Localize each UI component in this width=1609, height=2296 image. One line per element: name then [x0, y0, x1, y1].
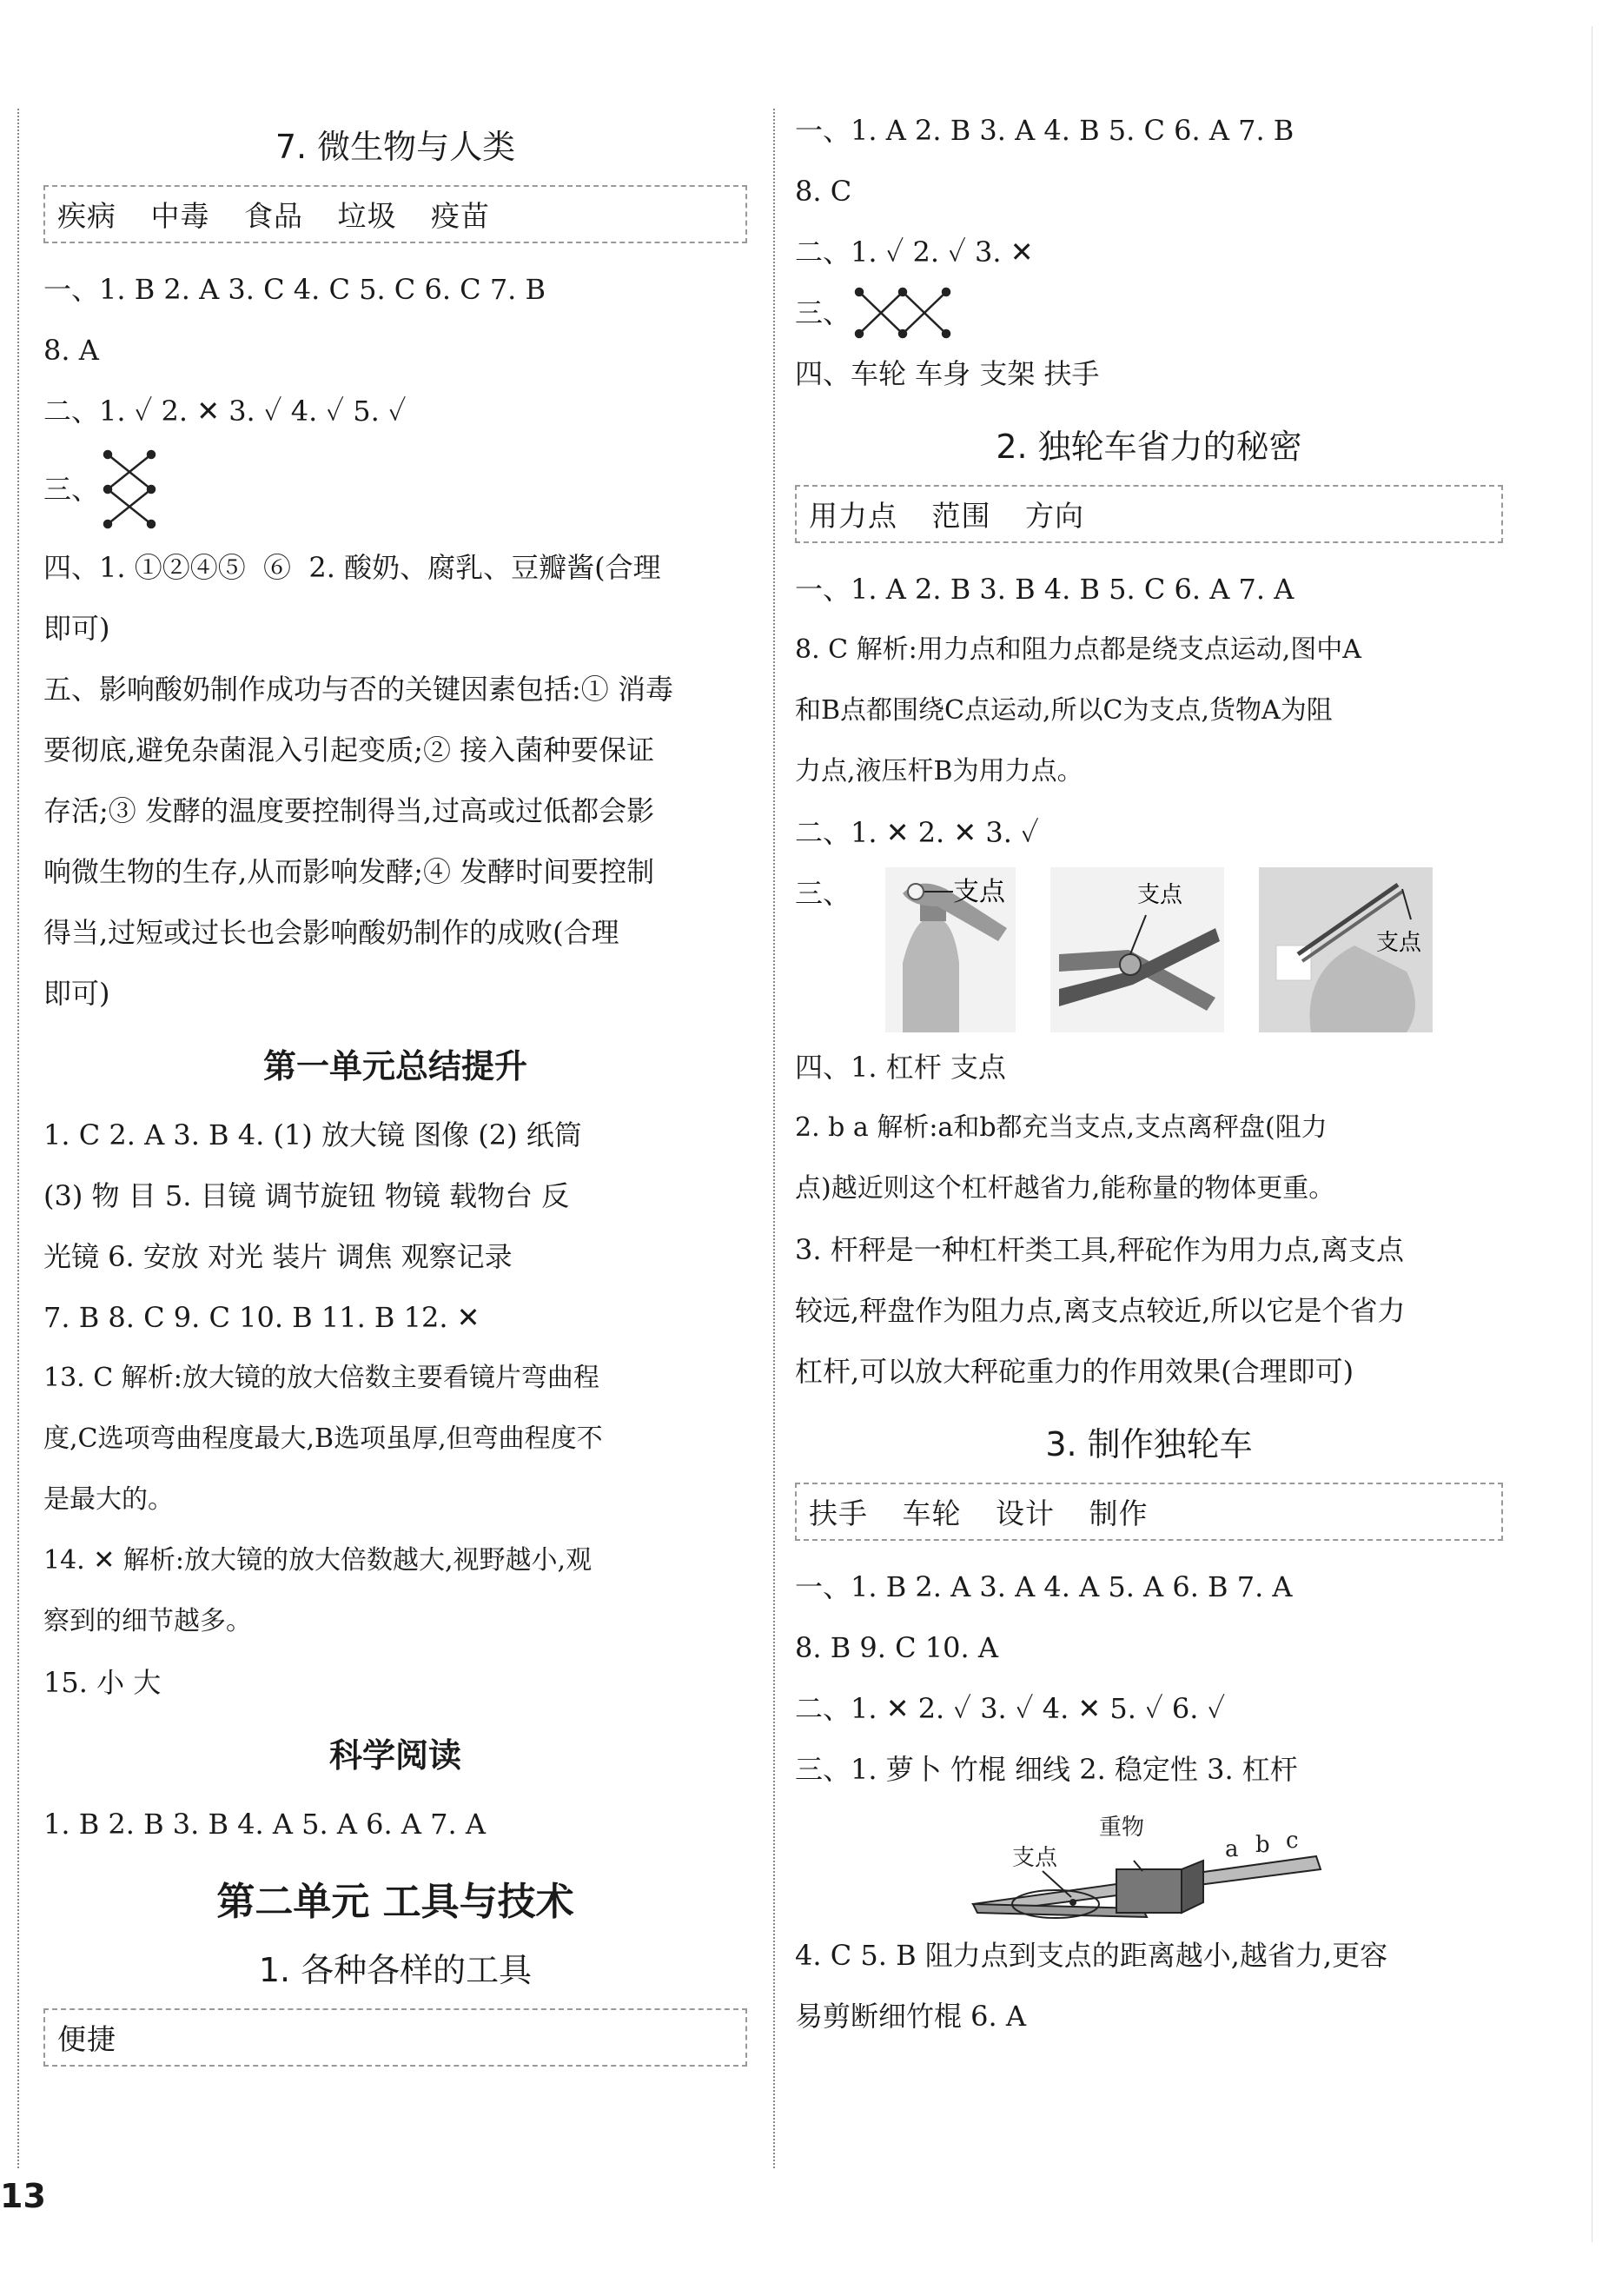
section-title: 1. 各种各样的工具 [258, 1951, 533, 1989]
answer-line: 2. b a 解析:a和b都充当支点,支点离秤盘(阻力 [795, 1112, 1328, 1143]
section-title: 科学阅读 [328, 1735, 461, 1775]
weight-label: 重物 [1099, 1815, 1145, 1841]
left-column [43, 104, 747, 2082]
section-title: 7. 微生物与人类 [275, 128, 516, 166]
answer-line: 二、1. ✓ 2. ✓ 3. ✕ [795, 236, 1034, 269]
right-column [795, 100, 1503, 2047]
answer-line: 即可) [43, 977, 110, 1010]
answer-line: 13. C 解析:放大镜的放大倍数主要看镜片弯曲程 [43, 1363, 599, 1393]
answer-line: 一、1. B 2. A 3. A 4. A 5. A 6. B 7. A [795, 1570, 1293, 1603]
answer-line: 3. 杆秤是一种杠杆类工具,秤砣作为用力点,离支点 [795, 1233, 1405, 1266]
answer-line: 三、 [43, 473, 100, 506]
answer-line: 三、1. 萝卜 竹棍 细线 2. 稳定性 3. 杠杆 [795, 1753, 1298, 1786]
answer-line: 14. ✕ 解析:放大镜的放大倍数越大,视野越小,观 [43, 1545, 593, 1576]
answer-line: 7. B 8. C 9. C 10. B 11. B 12. ✕ [43, 1301, 480, 1334]
keyword-box: 用力点 范围 方向 [795, 485, 1503, 543]
column-divider [773, 109, 775, 2168]
keyword-box: 扶手 车轮 设计 制作 [795, 1483, 1503, 1541]
answer-line: 杠杆,可以放大秤砣重力的作用效果(合理即可) [795, 1355, 1354, 1388]
lever-cart-diagram [795, 1800, 1503, 1921]
answer-line: 光镜 6. 安放 对光 装片 调焦 观察记录 [43, 1240, 513, 1273]
answer-line: 二、1. ✕ 2. ✓ 3. ✓ 4. ✕ 5. ✓ 6. ✓ [795, 1692, 1226, 1725]
tweezers-figure [1259, 867, 1433, 1032]
answer-line: 存活;③ 发酵的温度要控制得当,过高或过低都会影 [43, 794, 655, 827]
answer-line: 8. C 解析:用力点和阻力点都是绕支点运动,图中A [795, 634, 1361, 665]
answer-line: 二、1. ✕ 2. ✕ 3. ✓ [795, 816, 1039, 849]
answer-line: 8. C [795, 175, 852, 208]
pliers-figure [1050, 867, 1224, 1032]
point-a-label: a [1225, 1836, 1239, 1862]
keyword-box: 疾病 中毒 食品 垃圾 疫苗 [43, 185, 747, 243]
answer-line: 三、 [795, 877, 851, 910]
answer-line: 1. B 2. B 3. B 4. A 5. A 6. A 7. A [43, 1808, 486, 1841]
answer-line: 二、1. ✓ 2. ✕ 3. ✓ 4. ✓ 5. ✓ [43, 395, 407, 428]
answer-line: 度,C选项弯曲程度最大,B选项虽厚,但弯曲程度不 [43, 1423, 603, 1454]
answer-line: 是最大的。 [43, 1484, 174, 1515]
matching-lines-figure [99, 446, 160, 533]
answer-line: 8. B 9. C 10. A [795, 1631, 998, 1664]
answer-line: 四、车轮 车身 支架 扶手 [795, 357, 1100, 390]
answer-line: 15. 小 大 [43, 1666, 162, 1699]
fulcrum-label: 支点 [953, 877, 1006, 907]
answer-line: 即可) [43, 612, 110, 645]
section-title: 第一单元总结提升 [262, 1046, 527, 1085]
answer-line: 四、1. 杠杆 支点 [795, 1051, 1006, 1084]
answer-line: 4. C 5. B 阻力点到支点的距离越小,越省力,更容 [795, 1939, 1388, 1972]
matching-lines-figure [851, 285, 955, 341]
answer-line: 三、 [795, 296, 851, 329]
answer-line: 一、1. A 2. B 3. B 4. B 5. C 6. A 7. A [795, 573, 1294, 606]
fulcrum-label: 支点 [1376, 930, 1422, 956]
left-margin-line [17, 109, 19, 2168]
answer-line: 响微生物的生存,从而影响发酵;④ 发酵时间要控制 [43, 855, 655, 888]
answer-line: 一、1. B 2. A 3. C 4. C 5. C 6. C 7. B [43, 273, 546, 306]
section-title: 3. 制作独轮车 [1045, 1425, 1253, 1463]
answer-line: 易剪断细竹棍 6. A [795, 2000, 1026, 2033]
lever-photos-row [795, 863, 1503, 1037]
answer-line: 点)越近则这个杠杆越省力,能称量的物体更重。 [795, 1173, 1335, 1204]
answer-line: 得当,过短或过长也会影响酸奶制作的成败(合理 [43, 916, 619, 949]
fulcrum-label: 支点 [1137, 882, 1183, 908]
answer-line: 要彻底,避免杂菌混入引起变质;② 接入菌种要保证 [43, 733, 655, 766]
answer-line: 一、1. A 2. B 3. A 4. B 5. C 6. A 7. B [795, 114, 1294, 147]
matching-row [43, 441, 747, 537]
unit-title: 第二单元 工具与技术 [216, 1880, 574, 1924]
answer-line: (3) 物 目 5. 目镜 调节旋钮 物镜 载物台 反 [43, 1179, 570, 1212]
keyword-box: 便捷 [43, 2008, 747, 2067]
answer-line: 力点,液压杆B为用力点。 [795, 756, 1083, 786]
matching-row [795, 282, 1503, 343]
answer-line: 四、1. ①②④⑤ ⑥ 2. 酸奶、腐乳、豆瓣酱(合理 [43, 551, 661, 584]
pivot-label: 支点 [1012, 1845, 1058, 1871]
answer-line: 和B点都围绕C点运动,所以C为支点,货物A为阻 [795, 695, 1333, 726]
page-number: 13 [0, 2177, 46, 2215]
point-c-label: c [1286, 1828, 1299, 1854]
answer-line: 察到的细节越多。 [43, 1606, 252, 1636]
section-title: 2. 独轮车省力的秘密 [996, 428, 1302, 466]
point-b-label: b [1255, 1832, 1270, 1858]
bottle-opener-figure [885, 867, 1016, 1032]
answer-line: 五、影响酸奶制作成功与否的关键因素包括:① 消毒 [43, 673, 673, 706]
answer-line: 1. C 2. A 3. B 4. (1) 放大镜 图像 (2) 纸筒 [43, 1118, 582, 1151]
answer-line: 较远,秤盘作为阻力点,离支点较近,所以它是个省力 [795, 1294, 1406, 1327]
answer-line: 8. A [43, 334, 99, 367]
